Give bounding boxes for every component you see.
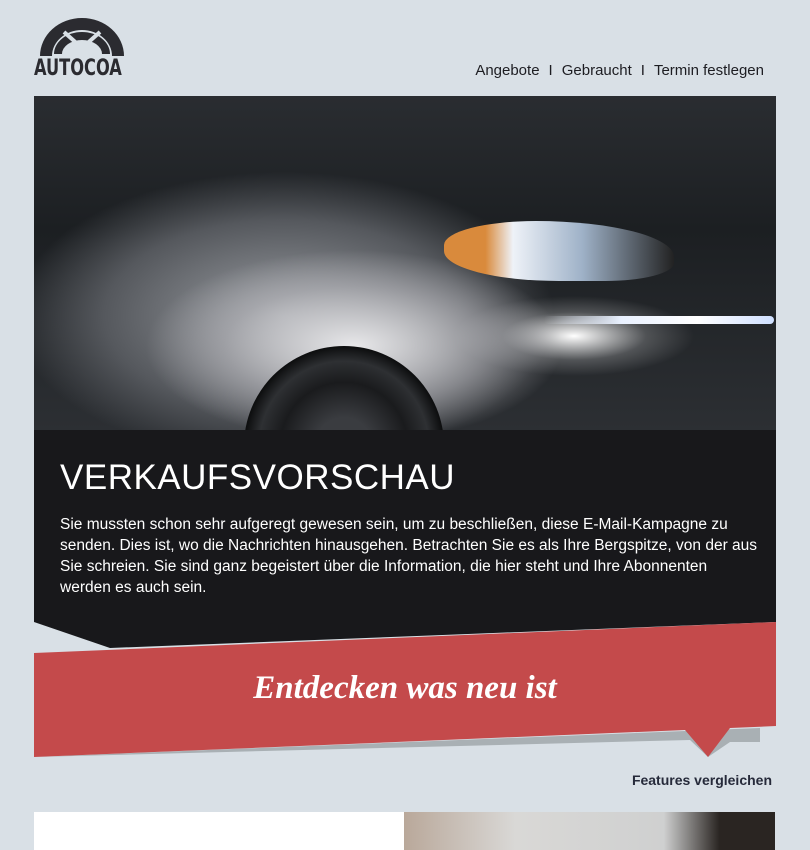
brand-name: AUTOCOA: [34, 56, 122, 81]
nav-angebote[interactable]: Angebote: [475, 62, 540, 79]
nav-separator: I: [548, 62, 553, 79]
discover-button[interactable]: Entdecken was neu ist: [253, 670, 557, 706]
hero-title: VERKAUFSVORSCHAU: [60, 458, 456, 497]
nav-separator: I: [640, 62, 645, 79]
interior-photo: [404, 812, 775, 850]
wheel-logo-icon: [34, 18, 129, 58]
compare-features-link[interactable]: Features vergleichen: [631, 772, 772, 788]
nav-termin[interactable]: Termin festlegen: [653, 62, 764, 79]
content-card: [34, 812, 404, 850]
car-headlight: [444, 221, 674, 281]
car-daylight: [544, 316, 774, 324]
car-wheel: [244, 346, 444, 430]
logo[interactable]: [34, 18, 129, 80]
top-nav: [475, 62, 764, 79]
hero-car-image: [34, 96, 776, 430]
nav-gebraucht[interactable]: Gebraucht: [561, 62, 632, 79]
hero-body: Sie mussten schon sehr aufgeregt gewesen sein, um zu beschließen, diese E-Mail-Kampagne zu senden. Dies ist, wo die Nachrichten hinausgehen. Betrachten Sie es als Ihre Bergspitze, von der aus Sie schreien. Sie sind ganz begeistert über die Information, die hier steht und Ihre Abonnenten werden es auch sein.: [60, 516, 758, 596]
hero-text-panel: [34, 430, 776, 622]
